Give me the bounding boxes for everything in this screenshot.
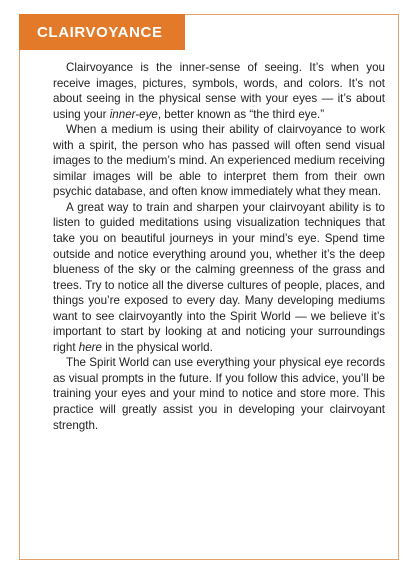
paragraph [53,200,385,355]
text-run: in the physical world. [102,340,213,354]
paragraph [53,122,385,200]
sidebar-body [53,60,385,433]
text-run: A great way to train and sharpen your clairvoyant ability is to listen to guided meditations using visualization techniques that take you on beautiful journeys in your mind’s eye. Spend time outside and notice everything around you, whether it’s the deep blueness of the sky or the calming greenness of the grass and trees. Try to notice all the diverse cultures of people, places, and things you’re exposed to every day. Many developing mediums want to see clairvoyantly into the Spirit World — we believe it’s important to start by looking at and noticing your surroundings right [53,200,385,354]
italic-run: inner-eye [109,107,158,121]
text-run: , better known as “the third eye.” [157,107,325,121]
italic-run: here [78,340,102,354]
text-run: Clairvoyance is the inner-sense of seeing. It’s when you receive images, pictures, symbols, words, and colors. It’s not about seeing in the physical sense with your eyes — it’s about using your [53,61,385,121]
paragraph [53,355,385,433]
text-run: The Spirit World can use everything your physical eye records as visual prompts in the future. If you follow this advice, you’ll be training your eyes and your mind to notice and store more. This practice will greatly assist you in developing your clairvoyant strength. [53,356,385,432]
paragraph [53,60,385,122]
sidebar-title: CLAIRVOYANCE [37,23,163,41]
header-tab [19,14,185,50]
text-run: When a medium is using their ability of clairvoyance to work with a spirit, the person who has passed will often send visual images to the medium’s mind. An experienced medium receiving similar images will be able to interpret them from their own psychic database, and often know immediately what they mean. [53,123,385,199]
